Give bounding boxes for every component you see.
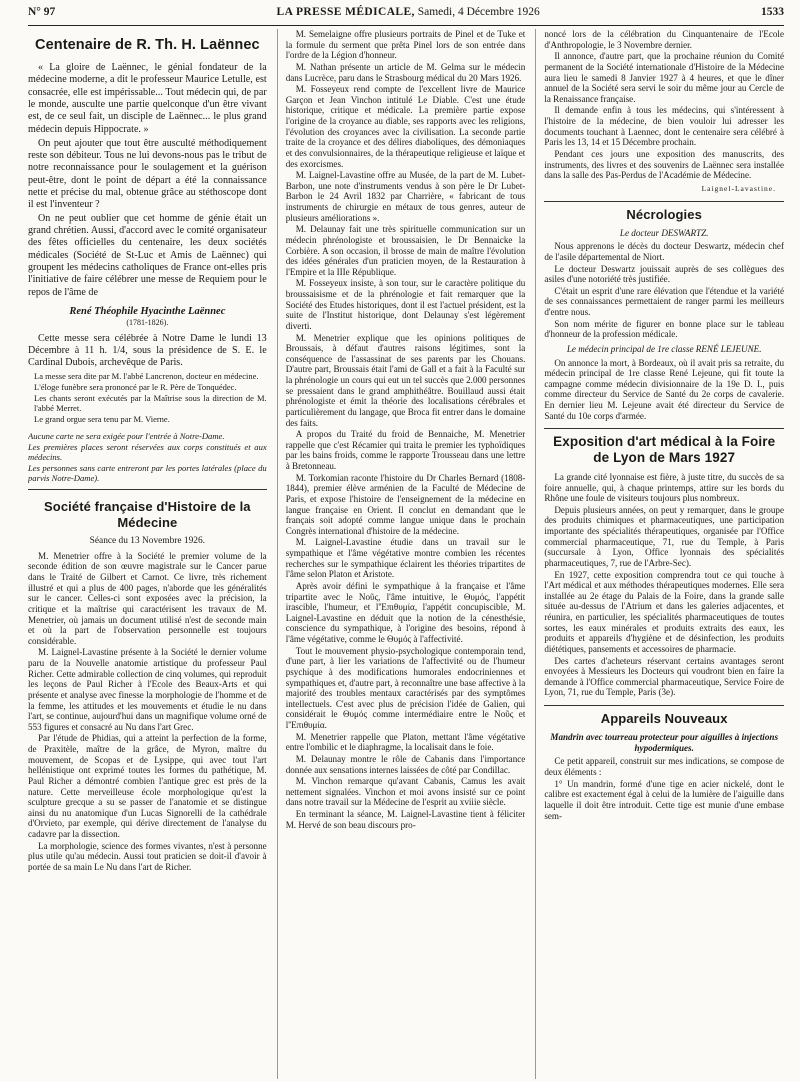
societe-paragraph-11: M. Menetrier explique que les opinions politiques de Broussais, à défaut d'autres raisons légitimes, sont la conséquence de l'assassinat de ses parents par les Chouans. D'autre part, Broussais était l'ami de Gall et a fait à la Faculté sur la phrénologie un cours qui eut un tel succès que 2.000 personnes se pressaient dans le grand amphithéâtre. Bouillaud aussi était phrénologiste et émit la théorie des localisations cérébrales et particulièrement du langage, que Broca fit entrer dans le domaine des faits. (285, 332, 526, 428)
deswartz-paragraph-1: Nous apprenons le décès du docteur Deswartz, médecin chef de l'asile départemental de Niort. (544, 241, 784, 262)
societe-paragraph-24: Pendant ces jours une exposition des manuscrits, des instruments, des livres et des souvenirs de Laënnec sera installée dans la salle des Pas-Perdus de l'Académie de Médecine. (544, 148, 784, 181)
section-divider-2 (544, 428, 784, 429)
societe-paragraph-8: M. Laignel-Lavastine offre au Musée, de la part de M. Lubet-Barbon, une note d'instruments vendus à son père le Dr Lubet-Barbon le 24 Avril 1832 par Charrière, « fabricant de tous instruments de chirurgie en métaux de tous genres, auteur de plusieurs améliorations ». (285, 170, 526, 223)
societe-paragraph-15: Après avoir défini le sympathique à la française et l'âme tripartite avec le Νοῦς, l'âme intuitive, le Θυμός, l'appétit irascible, l'humeur, et l'Ἐπιθυμία, l'appétit concupiscible, M. Laignel-Lavastine en déduit que la notion de la cénesthésie, conscience du sympathique, à l'origine des besoins, répond à l'âme végétative, comme le Θυμός à l'affectivité. (285, 580, 526, 644)
societe-paragraph-1: M. Menetrier offre à la Société le premier volume de la seconde édition de son œuvre magistrale sur le Cancer parue dans le Traité de Gilbert et Carnot. Ce livre, très richement illustré et qui a plus de 400 pages, n'aborde que les généralités sur le cancer. Celles-ci sont exposées avec la précision, la critique et la maîtrise qui caractérisent les travaux de M. Menetrier, où jamais un document utilisé n'est de seconde main et où la part de l'observation personnelle est toujours considérable. (28, 550, 267, 646)
societe-paragraph-18: M. Delaunay montre le rôle de Cabanis dans l'importance donnée aux sensations internes laissées de côté par Condillac. (285, 753, 526, 775)
laennec-mass-date: Cette messe sera célébrée à Notre Dame le lundi 13 Décembre à 11 h. 1/4, sous la présidence de S. E. le Cardinal Dubois, archevêque de Paris. (28, 332, 267, 369)
exposition-heading: Exposition d'art médical à la Foire de Lyon de Mars 1927 (553, 434, 776, 466)
societe-paragraph-10: M. Fosseyeux insiste, à son tour, sur le caractère politique du broussaisisme et de la phrénologie et fait remarquer que la Société des Etudes historiques, dont il est l'actuel président, est la suite de l'Institut historique, dont Delaunay s'est légèrement diverti. (285, 278, 526, 331)
mass-choir: Les chants seront exécutés par la Maîtrise sous la direction de M. l'abbé Merret. (34, 393, 267, 414)
column-2 (277, 29, 526, 1079)
societe-paragraph-6: M. Nathan présente un article de M. Gelma sur le médecin dans Lucrèce, paru dans le Strasbourg médical du 20 Mars 1926. (285, 61, 526, 83)
societe-paragraph-17: M. Menetrier rappelle que Platon, mettant l'âme végétative entre l'ombilic et le diaphragme, la localisait dans le foie. (285, 731, 526, 753)
societe-paragraph-2: M. Laignel-Lavastine présente à la Société le dernier volume paru de la Nouvelle anatomie artistique du professeur Paul Richer. Cette admirable collection de cinq volumes, qui reproduit les leçons de Paul Richer à l'Ecole des Beaux-Arts et qui présente et analyse avec finesse la morphologie de l'homme et de la femme, les attitudes et les mouvements et étudie le nu dans l'art, se continue, aujourd'hui dans un magnifique volume orné de 553 figures et consacré au Nu dans l'art Grec. (28, 647, 267, 732)
column-1 (28, 29, 267, 1079)
societe-paragraph-3: Par l'étude de Phidias, qui a atteint la perfection de la forme, de Praxitèle, maître de la grâce, de Myron, maître du mouvement, de Scopas et de Lysippe, qui avec tout l'art hellénistique ont exprimé toutes les formes du pathétique, M. Paul Richer a démontré combien l'antique grec est près de la nature. Cette merveilleuse école morphologique qu'est la sculpture grecque a su se passer de l'anatomie et se distingue ainsi du nu anatomique d'un Lucas Signorelli de la cathédrale d'Orvieto, par exemple, qui dérive directement de l'analyse du cadavre par la dissection. (28, 733, 267, 840)
societe-paragraph-22: Il annonce, d'autre part, que la prochaine réunion du Comité permanent de la Société internationale d'Histoire de la Médecine aura lieu le samedi 8 Janvier 1927 à 4 heures, et que le dîner annuel de la Société sera servi le soir du même jour au Cercle de la Renaissance française. (544, 51, 784, 104)
exposition-paragraph-3: En 1927, cette exposition comprendra tout ce qui touche à l'Art médical et aux méthodes thérapeutiques modernes. Elle sera installée au 2e étage du Palais de la Foire, dans la grande salle située au-dessus de l'Atrium et dans les galeries adjacentes, et réunira, en particulier, les spécialités pharmaceutiques de toutes sortes, les eaux minérales et produits extraits des eaux, les produits et appareils d'hygiène et de désinfection, les produits diététiques, pansements et accessoires de pharmacie. (544, 569, 784, 654)
section-divider (544, 201, 784, 202)
societe-paragraph-5: M. Semelaigne offre plusieurs portraits de Pinel et de Tuke et la formule du serment que prêta Pinel lors de son entrée dans l'ordre de la Légion d'honneur. (285, 29, 526, 61)
laennec-paragraph-1: On peut ajouter que tout être ausculté méthodiquement reste son débiteur. Tous ne lui devons-nous pas le tribut de notre reconnaissance pour le soulagement et la guérison peut-être, dont le point de départ a été la connaissance nette et précise du mal, obtenue grâce au stéthoscope dont il est l'inventeur ? (28, 137, 267, 211)
laennec-quote: « La gloire de Laënnec, le génial fondateur de la médecine moderne, a dit le professeur Maurice Letulle, est consacrée, elle est impérissable... Tout médecin qui, de par le monde, ausculte une partie quelconque d'un être vivant est, de ce seul fait, un disciple de Laënnec... le plus grand médecin depuis Hippocrate. » (28, 61, 267, 135)
laennec-full-name: René Théophile Hyacinthe Laënnec (69, 305, 226, 317)
societe-signature: Laignel-Lavastine. (701, 183, 776, 193)
laennec-paragraph-2: On ne peut oublier que cet homme de génie était un grand chrétien. Aussi, d'accord avec le comité organisateur des fêtes officielles du centenaire, les deux sociétés médicales (Société de St-Luc et Amis de Laënnec) qui groupent les médecins catholiques de France ont-elles pris l'initiative de faire célébrer une messe de Requiem pour le repos de l'âme de (28, 212, 267, 298)
deswartz-paragraph-4: Son nom mérite de figurer en bonne place sur le tableau d'honneur de la profession médicale. (544, 318, 784, 340)
societe-paragraph-20: En terminant la séance, M. Laignel-Lavastine tient à féliciter M. Hervé de son beau discours pro- (285, 809, 526, 830)
societe-paragraph-4: La morphologie, science des formes vivantes, n'est à personne plus utile qu'au médecin. Aussi tout praticien se doit-il d'avoir à portée de sa main Le Nu dans l'art de Richer. (28, 840, 267, 872)
societe-paragraph-13: M. Torkomian raconte l'histoire du Dr Charles Bernard (1808-1844), premier élève arménien de la Faculté de Médecine de Paris, et expose l'histoire de l'enseignement de la médecine en langue française en Orient. Il conclut en demandant que le français soit adopté comme langue unique dans le prochain Congrès international d'histoire de la médecine. (285, 472, 526, 536)
section-divider-3 (544, 705, 784, 706)
appareils-subtitle: Mandrin avec tourreau protecteur pour aiguilles à injections hypodermiques. (550, 732, 778, 753)
mass-eulogy: L'éloge funèbre sera prononcé par le R. Père de Tonquédec. (34, 382, 237, 393)
publication-name: LA PRESSE MÉDICALE, (276, 6, 415, 18)
publication-title (277, 6, 540, 19)
exposition-paragraph-2: Depuis plusieurs années, on peut y remarquer, dans le groupe des produits chimiques et pharmaceutiques, une participation importante des spécialités thérapeutiques, organisée par l'Office commercial pharmaceutique, 71, rue du Temple, à Paris (succursale à Lyon, Office lyonnais des spécialités pharmaceutiques, 7, rue de l'Arbre-Sec). (544, 504, 784, 568)
seance-date: Séance du 13 Novembre 1926. (89, 535, 206, 546)
societe-paragraph-12: A propos du Traité du froid de Bennaiche, M. Menetrier rappelle que c'est Récamier qui traita le premier les typhoïdiques par les bains froids, comme le rapporte Trousseau dans une lettre à Bretonneau. (285, 429, 526, 471)
masthead (28, 6, 784, 26)
lejeune-paragraph: On annonce la mort, à Bordeaux, où il avait pris sa retraite, du médecin principal de 1re classe René Lejeune, qui fit toute la campagne comme médecin divisionnaire de la 19e D. I., puis comme directeur du Service de Santé du 2e corps de cavalerie. En dernier lieu M. Lejeune avait été directeur du Service de Santé du 10e corps d'armée. (544, 357, 784, 421)
notice-no-card: Aucune carte ne sera exigée pour l'entrée à Notre-Dame. (28, 431, 225, 442)
deswartz-paragraph-2: Le docteur Deswartz jouissait auprès de ses collègues des asiles d'une notoriété très justifiée. (544, 263, 784, 285)
laennec-heading: Centenaire de R. Th. H. Laënnec (35, 37, 260, 53)
societe-paragraph-21: noncé lors de la célébration du Cinquantenaire de l'Ecole d'Anthropologie, le 3 Novembre dernier. (544, 29, 784, 50)
publication-date: Samedi, 4 Décembre 1926 (417, 6, 540, 18)
columns (28, 29, 784, 1079)
societe-heading: Société française d'Histoire de la Médecine (28, 489, 267, 529)
deswartz-paragraph-3: C'était un esprit d'une rare élévation que l'étendue et la variété de ses connaissances permettaient de ranger parmi les meilleurs d'entre nous. (544, 285, 784, 318)
page-number: 1533 (760, 6, 784, 18)
necrologies-heading: Nécrologies (626, 206, 702, 222)
laennec-years: (1781-1826). (126, 318, 169, 328)
societe-paragraph-16: Tout le mouvement physio-psychologique contemporain tend, d'une part, à lier les variations de l'affectivité ou de l'humeur psychique à des modifications humorales endocriniennes et sympathiques et, d'autre part, à reconnaître une base affective à la majorité des troubles mentaux caractérisés par des symptômes intellectuels. C'est avec plus de précision l'idée de Galien, qui considérait le Θυμός comme intermédiaire entre le Νοῦς et l'Ἐπιθυμία. (285, 645, 526, 730)
societe-paragraph-19: M. Vinchon remarque qu'avant Cabanis, Camus les avait nettement signalées. Vinchon et moi avons insisté sur ce point dans notre travail sur la Médecine de l'esprit au xviiie siècle. (285, 776, 526, 808)
societe-paragraph-23: Il demande enfin à tous les médecins, qui s'intéressent à l'histoire de la médecine, de bien vouloir lui adresser les documents touchant à Laennec, dont le centenaire sera célébré à Paris les 13, 14 et 15 Décembre prochain. (544, 105, 784, 148)
notice-side-doors: Les personnes sans carte entreront par les portes latérales (place du parvis Notre-Dame). (28, 463, 267, 484)
societe-paragraph-9: M. Delaunay fait une très spirituelle communication sur un médecin phrénologiste et broussaisien, le Dr Bennaicke la Corbière. A son occasion, il brosse de main de maître l'évolution des idées générales d'un praticien moyen, de la Restauration à l'Empire et la IIIe République. (285, 224, 526, 277)
exposition-paragraph-4: Des cartes d'acheteurs réservant certains avantages seront envoyées à Messieurs les Docteurs qui voudront bien en faire la demande à l'Office commercial pharmaceutique, Service Foire de Lyon, 71, rue du Temple, Paris (3e). (544, 655, 784, 698)
appareils-paragraph-1: Ce petit appareil, construit sur mes indications, se compose de deux éléments : (544, 756, 784, 778)
column-3 (535, 29, 784, 1079)
exposition-paragraph-1: La grande cité lyonnaise est fière, à juste titre, du succès de sa foire annuelle, qui, à chaque printemps, attire sur les bords du Rhône une foule de visiteurs toujours plus nombreux. (544, 471, 784, 504)
lejeune-title: Le médecin principal de 1re classe RENÉ LEJEUNE. (566, 343, 762, 354)
appareils-heading: Appareils Nouveaux (600, 711, 728, 727)
societe-paragraph-14: M. Laignel-Lavastine étudie dans un travail sur le sympathique et l'âme végétative montre combien les récentes recherches sur le sympathique éclairent les théories tripartites de l'âme selon Platon et Aristote. (285, 537, 526, 580)
mass-notices (28, 431, 267, 483)
mass-officiant: La messe sera dite par M. l'abbé Lancrenon, docteur en médecine. (34, 371, 259, 382)
notice-first-places: Les premières places seront réservées aux corps constitués et aux médecins. (28, 442, 267, 463)
issue-number: N° 97 (28, 6, 56, 18)
appareils-paragraph-2: 1° Un mandrin, formé d'une tige en acier nickelé, dont le calibre est exactement égal à celui de la lumière de l'aiguille dans laquelle il doit être introduit. Cette tige est munie d'une embase sem- (544, 778, 784, 821)
deswartz-title: Le docteur DESWARTZ. (619, 227, 709, 238)
societe-paragraph-7: M. Fosseyeux rend compte de l'excellent livre de Maurice Garçon et Jean Vinchon intitulé Le Diable. C'est une étude historique, critique et médicale. La première partie expose l'origine de la croyance au diable, ses rapports avec les religions, l'évolution des croyances avec la civilisation. La seconde partie traite de la croyance et des délires diaboliques, des démoniaques et des convulsionnaires, de la thérapeutique religieuse et laïque et des exorcismes. (285, 84, 526, 169)
mass-organ: Le grand orgue sera tenu par M. Vierne. (34, 414, 170, 425)
